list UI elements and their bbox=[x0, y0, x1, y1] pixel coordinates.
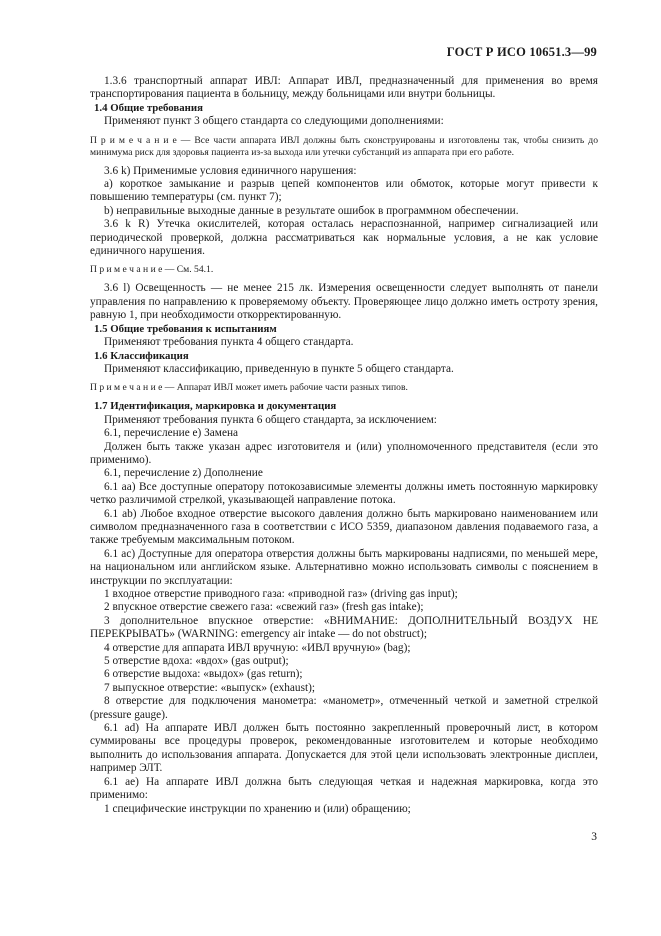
note-2: П р и м е ч а н и е — См. 54.1. bbox=[90, 264, 214, 276]
list-item-3: 3 дополнительное впускное отверстие: «ВНИМАНИЕ: ДОПОЛНИТЕЛЬНЫЙ ВОЗДУХ НЕ ПЕРЕКРЫВАТЬ» (WARNING: emergency air intake — do not obstruct); bbox=[90, 614, 598, 641]
heading-1-6: 1.6 Классификация bbox=[94, 349, 189, 362]
document-code-header: ГОСТ Р ИСО 10651.3—99 bbox=[446, 45, 597, 59]
list-item-6: 6 отверстие выдоха: «выдох» (gas return); bbox=[104, 668, 303, 681]
list-item-4: 4 отверстие для аппарата ИВЛ вручную: «ИВЛ вручную» (bag); bbox=[104, 641, 411, 654]
clause-6-1-ad: 6.1 ad) На аппарате ИВЛ должен быть постоянно закрепленный проверочный лист, в котором суммированы все процедуры проверок, рекомендованные изготовителем и которые необходимо выполнить до использования аппарата. Допускается для этой цели использовать электронные дисплеи, например ЭЛТ. bbox=[90, 722, 598, 775]
clause-6-1-ae: 6.1 ae) На аппарате ИВЛ должна быть следующая четкая и надежная маркировка, когда это применимо: bbox=[90, 775, 598, 802]
clause-6-1-z: 6.1, перечисление z) Дополнение bbox=[104, 467, 263, 480]
clause-6-1-e-text: Должен быть также указан адрес изготовителя и (или) уполномоченного представителя (если это применимо). bbox=[90, 440, 598, 466]
list-item-2: 2 впускное отверстие свежего газа: «свежий газ» (fresh gas intake); bbox=[104, 601, 424, 614]
document-body bbox=[90, 75, 598, 816]
list-item-7: 7 выпускное отверстие: «выпуск» (exhaust); bbox=[104, 681, 316, 694]
note-3: П р и м е ч а н и е — Аппарат ИВЛ может иметь рабочие части разных типов. bbox=[90, 382, 408, 394]
paragraph-1-4: Применяют пункт 3 общего стандарта со следующими дополнениями: bbox=[104, 115, 444, 128]
list-item-8: 8 отверстие для подключения манометра: «манометр», отмеченный четкой и заметной стрелкой (pressure gauge). bbox=[90, 695, 598, 721]
clause-6-1-ae-item-1: 1 специфические инструкции по хранению и (или) обращению; bbox=[104, 802, 411, 815]
clause-3-6-k: 3.6 k) Применимые условия единичного нарушения: bbox=[104, 164, 357, 177]
clause-6-1-aa: 6.1 aa) Все доступные оператору потокозависимые элементы должны иметь постоянную маркировку четко различимой стрелкой, указывающей направление потока. bbox=[90, 480, 598, 507]
paragraph-1-5: Применяют требования пункта 4 общего стандарта. bbox=[104, 336, 354, 349]
clause-3-6-l: 3.6 l) Освещенность — не менее 215 лк. Измерения освещенности следует выполнять от панели управления по направлению к проверяемому объекту. Проверяющее лицо должно иметь остроту зрения, равную 1, при необходимости откорректированную. bbox=[90, 282, 598, 322]
list-item-5: 5 отверстие вдоха: «вдох» (gas output); bbox=[104, 655, 289, 668]
paragraph-1-7: Применяют требования пункта 6 общего стандарта, за исключением: bbox=[104, 413, 437, 426]
clause-6-1-e: 6.1, перечисление e) Замена bbox=[104, 427, 239, 440]
paragraph-1-6: Применяют классификацию, приведенную в пункте 5 общего стандарта. bbox=[104, 362, 454, 375]
heading-1-7: 1.7 Идентификация, маркировка и документация bbox=[94, 400, 337, 413]
clause-3-6-k-r: 3.6 k R) Утечка окислителей, которая осталась нераспознанной, например сигнализацией или периодической проверкой, должна рассматриваться как нормальные условия, а не как условие единичного нарушения. bbox=[90, 218, 598, 258]
clause-3-6-k-a: а) короткое замыкание и разрыв цепей компонентов или обмоток, которые могут привести к повышению температуры (см. пункт 7); bbox=[90, 178, 598, 204]
heading-1-4: 1.4 Общие требования bbox=[94, 101, 203, 114]
heading-1-5: 1.5 Общие требования к испытаниям bbox=[94, 322, 277, 335]
clause-6-1-ac: 6.1 ac) Доступные для оператора отверстия должны быть маркированы надписями, по меньшей мере, на национальном или английском языке. Альтернативно можно использовать символы с пояснением в инструкции по эксплуатации: bbox=[90, 547, 598, 587]
clause-1-3-6: 1.3.6 транспортный аппарат ИВЛ: Аппарат ИВЛ, предназначенный для применения во время транспортирования пациента в больницу, между больницами или внутри больницы. bbox=[90, 75, 598, 101]
clause-3-6-k-b: b) неправильные выходные данные в результате ошибок в программном обеспечении. bbox=[104, 204, 519, 217]
list-item-1: 1 входное отверстие приводного газа: «приводной газ» (driving gas input); bbox=[104, 588, 458, 600]
clause-6-1-ab: 6.1 ab) Любое входное отверстие высокого давления должно быть маркировано наименованием или символом предназначенного газа в соответствии с ИСО 5359, диапазоном давления подаваемого газа, а также требуемым максимальным потоком. bbox=[90, 507, 598, 547]
note-1: П р и м е ч а н и е — Все части аппарата ИВЛ должны быть сконструированы и изготовлены так, чтобы снизить до минимума риск для здоровья пациента из-за выхода или утечки субстанций из аппарата при его работе. bbox=[90, 134, 598, 158]
page-number: 3 bbox=[591, 831, 597, 843]
